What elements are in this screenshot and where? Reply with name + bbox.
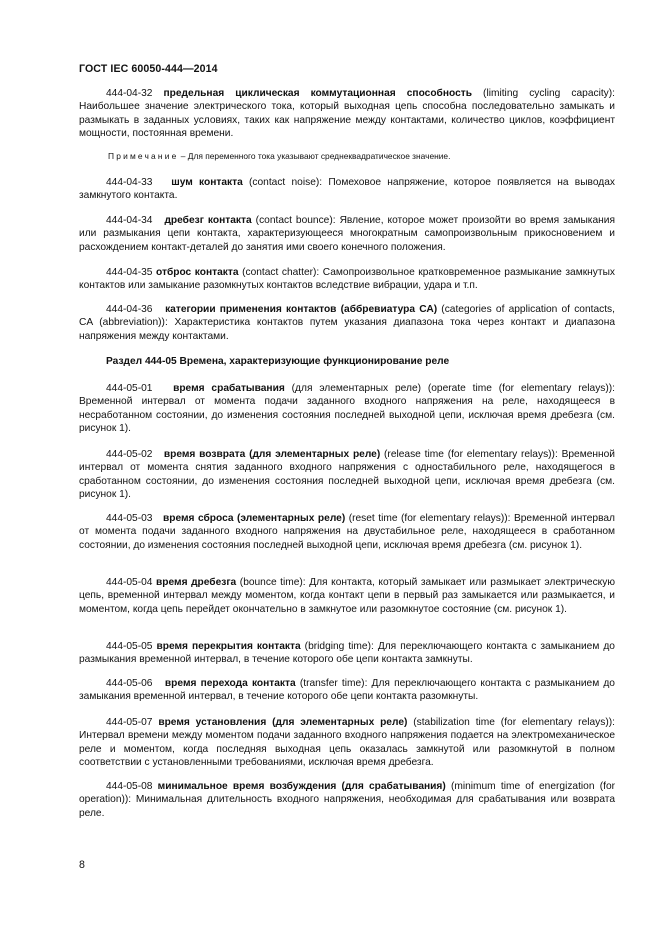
note-text: – Для переменного тока указывают среднеквадратическое значение.	[178, 151, 451, 161]
entry-444-04-34	[79, 214, 615, 254]
entry-444-05-05	[79, 640, 615, 667]
entry-444-05-08	[79, 780, 615, 820]
entry-definition: (bounce time): Для контакта, который замыкает или размыкает электрическую цепь, временной интервал между моментом, когда контакт цепи в первый раз замыкается или размыкается, и моментом, когда цепь перейдет окончательно в замкнутое или разомкнутое состояние (см. рисунок 1).	[79, 577, 615, 615]
entry-code: 444-05-03	[106, 513, 153, 524]
entry-term: категории применения контактов (аббревиатура СА)	[165, 304, 438, 315]
entry-term: время возврата (для элементарных реле)	[163, 449, 381, 460]
entry-term: время перекрытия контакта	[156, 641, 301, 652]
entry-term: отброс контакта	[156, 267, 239, 278]
entry-term: время сброса (элементарных реле)	[162, 513, 346, 524]
entry-term: минимальное время возбуждения (для срабатывания)	[157, 781, 446, 792]
entry-term: время дребезга	[156, 577, 237, 588]
entry-code: 444-05-08	[106, 781, 153, 792]
entry-term: время срабатывания	[173, 383, 285, 394]
page-number: 8	[79, 859, 85, 871]
entry-term: предельная циклическая коммутационная способность	[163, 88, 472, 99]
entry-444-04-35	[79, 266, 615, 293]
entry-definition: (reset time (for elementary relays)): Временной интервал от момента подачи заданного входного напряжения на двустабильное реле, находящееся в сработанном состоянии, до изменения состояния последней выходной цепи, исключая время дребезга (см. рисунок 1).	[79, 513, 615, 551]
entry-definition: (limiting cycling capacity): Наибольшее значение электрического тока, который выходная цепь способна последовательно замыкать и размыкать в заданных условиях, таких как напряжение между контактами, количество циклов, коэффициент мощности, постоянная времени.	[79, 88, 615, 140]
section-heading: Раздел 444-05 Времена, характеризующие функционирование реле	[106, 356, 450, 367]
entry-code: 444-05-01	[106, 383, 153, 394]
entry-definition: (transfer time): Для переключающего контакта с размыканием до замыкания временной интервал, в течение которого обе цепи контакта разомкнуты.	[79, 678, 615, 703]
entry-code: 444-04-36	[106, 304, 153, 315]
entry-definition: (contact bounce): Явление, которое может произойти во время замыкания или размыкания цепи контакта, характеризующееся многократным самопроизвольным прикосновением и расхождением контакт-деталей до занятия ими своего конечного положения.	[79, 215, 615, 253]
entry-definition: (contact noise): Помеховое напряжение, которое появляется на выводах замкнутого контакта.	[79, 177, 615, 202]
entry-code: 444-04-35	[106, 267, 153, 278]
note-label: Примечание	[108, 151, 179, 161]
entry-definition: (bridging time): Для переключающего контакта с замыканием до размыкания временной интервал, в течение которого обе цепи контакта замкнуты.	[79, 641, 615, 666]
entry-code: 444-05-02	[106, 449, 153, 460]
entry-444-04-36	[79, 303, 615, 343]
note	[108, 151, 450, 162]
entry-term: шум контакта	[171, 177, 243, 188]
entry-code: 444-05-06	[106, 678, 153, 689]
entry-code: 444-04-32	[106, 88, 153, 99]
entry-444-04-32	[79, 87, 615, 141]
entry-444-05-03	[79, 512, 615, 552]
entry-definition: (categories of application of contacts, CA (abbreviation)): Характеристика контактов путем указания диапазона тока через контакт и диапазона напряжения между контактами.	[79, 304, 615, 342]
entry-444-05-07	[79, 716, 615, 770]
entry-444-04-33	[79, 176, 615, 203]
entry-term: время перехода контакта	[164, 678, 296, 689]
entry-444-05-06	[79, 677, 615, 704]
entry-code: 444-05-07	[106, 717, 153, 728]
entry-code: 444-04-34	[106, 215, 153, 226]
standard-designation: ГОСТ IEC 60050-444—2014	[79, 63, 218, 75]
entry-444-05-01	[79, 382, 615, 436]
entry-definition: (minimum time of energization (for operation)): Минимальная длительность входного напряжения, необходимая для срабатывания или возврата реле.	[79, 781, 615, 819]
entry-code: 444-05-05	[106, 641, 153, 652]
entry-definition: (release time (for elementary relays)): Временной интервал от момента снятия заданного входного напряжения с одностабильного реле, находящегося в сработанном состоянии, до изменения состояния последней выходной цепи, исключая время дребезга (см. рисунок 1).	[79, 449, 615, 501]
entry-code: 444-04-33	[106, 177, 153, 188]
entry-term: время установления (для элементарных реле)	[158, 717, 408, 728]
entry-term: дребезг контакта	[164, 215, 252, 226]
entry-444-05-04	[79, 576, 615, 616]
entry-code: 444-05-04	[106, 577, 153, 588]
entry-definition: (contact chatter): Самопроизвольное кратковременное размыкание замкнутых контактов или замыкание разомкнутых контактов вследствие вибрации, удара и т.п.	[79, 267, 615, 292]
entry-definition: (stabilization time (for elementary relays)): Интервал времени между моментом подачи заданного входного напряжения подается на электромеханическое реле и моментом, когда последняя выходная цепь оказалась замкнутой или разомкнутой в полном соответствии с установленными требованиями, исключая время дребезга.	[79, 717, 615, 769]
entry-444-05-02	[79, 448, 615, 502]
entry-definition: (для элементарных реле) (operate time (for elementary relays)): Временной интервал от момента подачи заданного входного напряжения на реле, находящееся в несработанном состоянии, до изменения состояния последней выходной цепи, исключая время дребезга (см. рисунок 1).	[79, 383, 615, 435]
